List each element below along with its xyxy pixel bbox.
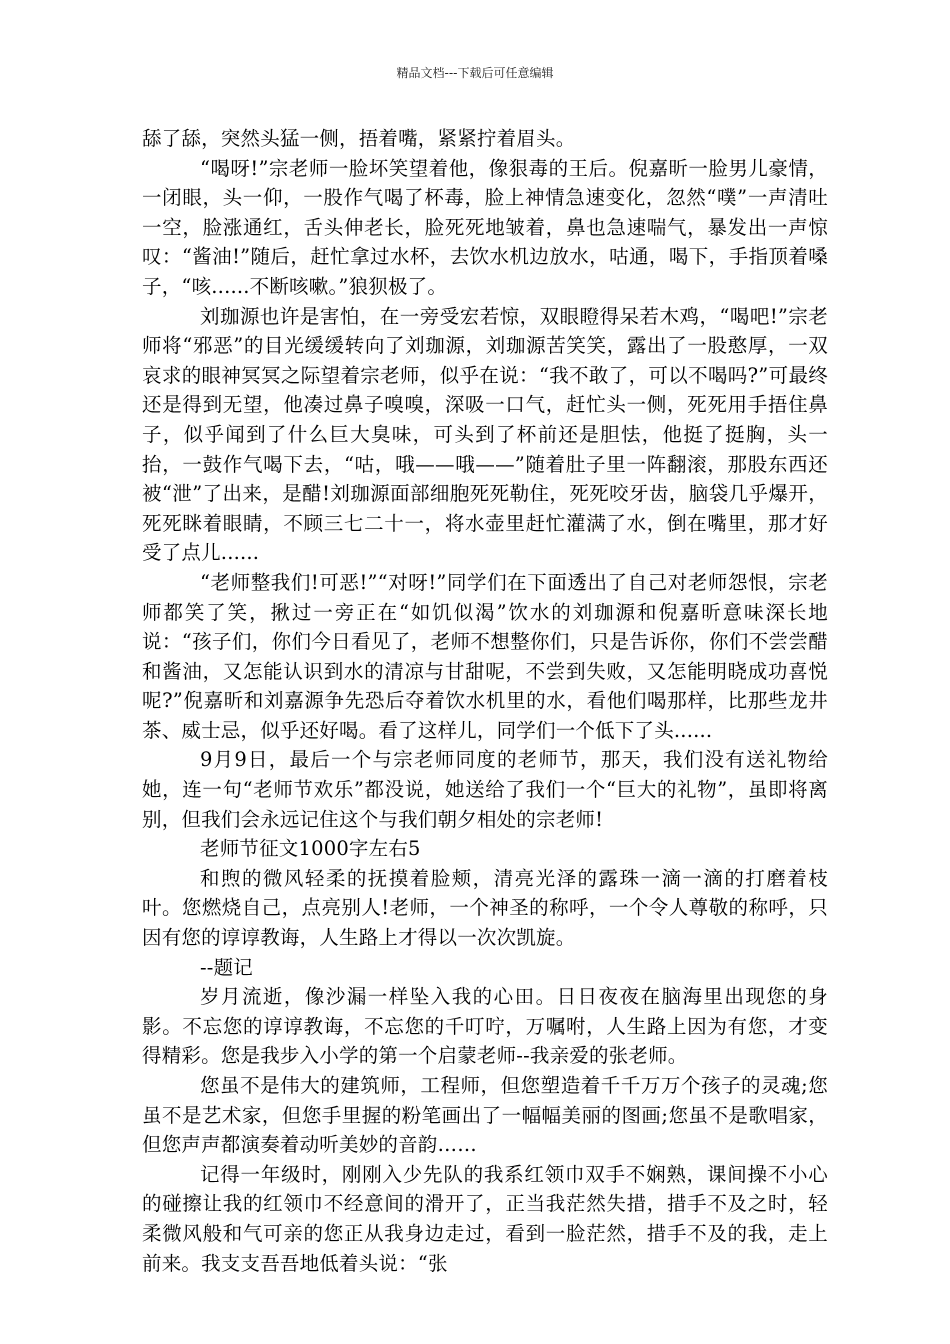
section-heading: 老师节征文1000字左右5 (200, 837, 421, 861)
paragraph: 您虽不是伟大的建筑师，工程师，但您塑造着千千万万个孩子的灵魂;您虽不是艺术家，但您手里握的粉笔画出了一幅幅美丽的图画;您虽不是歌唱家，但您声声都演奏着动听美妙的音韵…… (142, 1074, 828, 1157)
paragraph: 记得一年级时，刚刚入少先队的我系红领巾双手不娴熟，课间操不小心的碰擦让我的红领巾不经意间的滑开了，正当我茫然失措，措手不及之时，轻柔微风般和气可亲的您正从我身边走过，看到一脸茫然，措手不及的我，走上前来。我支支吾吾地低着头说：“张 (142, 1162, 828, 1275)
epigraph-attribution: --题记 (200, 955, 253, 979)
paragraph: 刘珈源也许是害怕，在一旁受宏若惊，双眼瞪得呆若木鸡，“喝吧!”宗老师将“邪恶”的目光缓缓转向了刘珈源，刘珈源苦笑笑，露出了一股憨厚，一双哀求的眼神冥冥之际望着宗老师，似乎在说：“我不敢了，可以不喝吗?”可最终还是得到无望，他凑过鼻子嗅嗅，深吸一口气，赶忙头一侧，死死用手捂住鼻子，似乎闻到了什么巨大臭味，可头到了杯前还是胆怯，他挺了挺胸，头一抬，一鼓作气喝下去，“咕，哦——哦——”随着肚子里一阵翻滚，那股东西还被“泄”了出来，是醋!刘珈源面部细胞死死勒住，死死咬牙齿，脑袋几乎爆开，死死眯着眼睛，不顾三七二十一，将水壶里赶忙灌满了水，倒在嘴里，那才好受了点儿...... (142, 304, 828, 565)
paragraph: “喝呀!”宗老师一脸坏笑望着他，像狠毒的王后。倪嘉昕一脸男儿豪情，一闭眼，头一仰，一股作气喝了杯毒，脸上神情急速变化，忽然“噗”一声清吐一空，脸涨通红，舌头伸老长，脸死死地皱着，鼻也急速喘气，暴发出一声惊叹：“酱油!”随后，赶忙拿过水杯，去饮水机边放水，咕通，喝下，手指顶着嗓子，“咳......不断咳嗽。”狼狈极了。 (142, 156, 828, 298)
page-header: 精品文档---下载后可任意编辑 (396, 66, 554, 80)
document-body (142, 124, 828, 1278)
paragraph: 岁月流逝，像沙漏一样坠入我的心田。日日夜夜在脑海里出现您的身影。不忘您的谆谆教诲，不忘您的千叮咛，万嘱咐，人生路上因为有您，才变得精彩。您是我步入小学的第一个启蒙老师--我亲爱的张老师。 (142, 985, 828, 1068)
paragraph: 和煦的微风轻柔的抚摸着脸颊，清亮光泽的露珠一滴一滴的打磨着枝叶。您燃烧自己，点亮别人!老师，一个神圣的称呼，一个令人尊敬的称呼，只因有您的谆谆教诲，人生路上才得以一次次凯旋。 (142, 866, 828, 950)
paragraph: “老师整我们!可恶!”“对呀!”同学们在下面透出了自己对老师怨恨，宗老师都笑了笑，揪过一旁正在“如饥似渴”饮水的刘珈源和倪嘉昕意味深长地说：“孩子们，你们今日看见了，老师不想整你们，只是告诉你，你们不尝尝醋和酱油，又怎能认识到水的清凉与甘甜呢，不尝到失败，又怎能明晓成功喜悦呢?”倪嘉昕和刘嘉源争先恐后夺着饮水机里的水，看他们喝那样，比那些龙井茶、威士忌，似乎还好喝。看了这样儿，同学们一个低下了头...... (142, 570, 828, 742)
paragraph: 9月9日，最后一个与宗老师同度的老师节，那天，我们没有送礼物给她，连一句“老师节欢乐”都没说，她送给了我们一个“巨大的礼物”，虽即将离别，但我们会永远记住这个与我们朝夕相处的宗老师! (142, 748, 828, 831)
paragraph: 舔了舔，突然头猛一侧，捂着嘴，紧紧拧着眉头。 (142, 127, 576, 150)
